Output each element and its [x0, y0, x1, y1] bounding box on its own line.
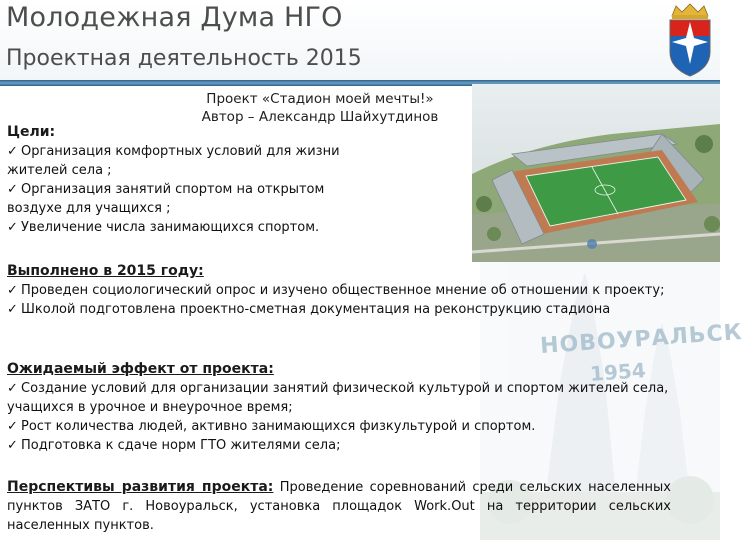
goals-label: Цели:: [7, 124, 56, 140]
checkmark-icon: ✓: [7, 144, 18, 159]
checkmark-icon: ✓: [7, 438, 18, 453]
slide-header: [0, 0, 720, 82]
done-heading: Выполнено в 2015 году:: [7, 263, 204, 279]
checkmark-icon: ✓: [7, 182, 18, 197]
goals-list: [7, 142, 377, 237]
slide-subtitle: Проектная деятельность 2015: [6, 46, 362, 71]
checkmark-icon: ✓: [7, 302, 18, 317]
done-item: ✓ Школой подготовлена проектно-сметная документация на реконструкцию стадиона: [7, 302, 611, 317]
effect-item: ✓ Подготовка к сдаче норм ГТО жителями села;: [7, 438, 341, 453]
effect-item: ✓ Создание условий для организации занятий физической культурой и спортом жителей села, учащихся в урочное и внеурочное время;: [7, 381, 669, 415]
checkmark-icon: ✓: [7, 220, 18, 235]
prospects-heading: Перспективы развития проекта:: [7, 479, 274, 495]
checkmark-icon: ✓: [7, 283, 18, 298]
prospects-text: Проведение соревнований среди сельских населенных пунктов ЗАТО г. Новоуральск, установка площадок Work.Out на территории сельских населенных пунктов.: [7, 480, 671, 533]
prospects-section: [7, 478, 671, 535]
goal-item: ✓ Организация занятий спортом на открытом воздухе для учащихся ;: [7, 182, 325, 216]
done-item: ✓ Проведен социологический опрос и изучено общественное мнение об отношении к проекту;: [7, 283, 665, 298]
checkmark-icon: ✓: [7, 419, 18, 434]
coat-of-arms-icon: [664, 2, 716, 78]
monument-lettering: НОВОУРАЛЬСК: [539, 319, 744, 360]
monument-year: 1954: [589, 358, 647, 386]
goal-item: ✓ Организация комфортных условий для жизни жителей села ;: [7, 144, 340, 178]
project-author: Автор – Александр Шайхутдинов: [201, 109, 439, 125]
effect-item: ✓ Рост количества людей, активно занимающихся физкультурой и спортом.: [7, 419, 536, 434]
stadium-rendering-image: [472, 84, 720, 262]
checkmark-icon: ✓: [7, 381, 18, 396]
project-name: Проект «Стадион моей мечты!»: [206, 91, 434, 107]
slide-title: Молодежная Дума НГО: [6, 2, 343, 33]
goal-item: ✓ Увеличение числа занимающихся спортом.: [7, 220, 320, 235]
effect-section: [7, 360, 671, 455]
project-title: [160, 90, 480, 126]
done-section: [7, 262, 667, 319]
effect-heading: Ожидаемый эффект от проекта:: [7, 361, 274, 377]
